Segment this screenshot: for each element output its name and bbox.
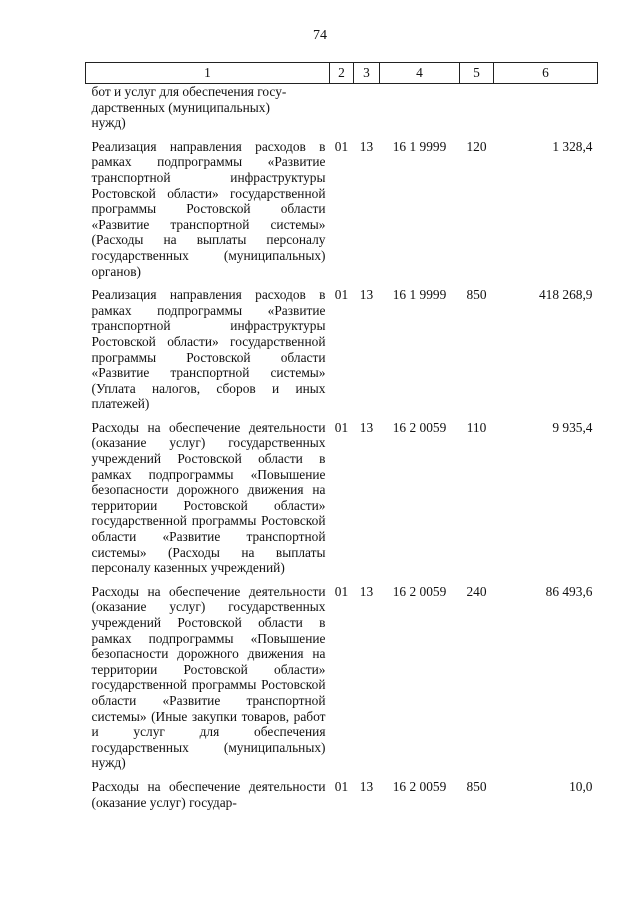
row-amount: 418 268,9 <box>538 287 593 303</box>
column-header-6: 6 <box>494 63 598 84</box>
row-expense-type: 850 <box>466 778 487 794</box>
table-header-row <box>86 63 598 84</box>
row-amount: 1 328,4 <box>552 138 593 154</box>
row-section: 01 <box>334 138 349 154</box>
row-target-article: 16 2 0059 <box>392 419 447 435</box>
row-target-article <box>380 84 460 131</box>
row-subsection: 13 <box>359 419 374 435</box>
row-amount: 86 493,6 <box>545 583 593 599</box>
row-target-article: 16 1 9999 <box>392 138 447 154</box>
table-row <box>86 84 598 131</box>
row-target-article: 16 1 9999 <box>392 287 447 303</box>
row-section: 01 <box>334 583 349 599</box>
column-header-1: 1 <box>86 63 330 84</box>
row-description: бот и услуг для обеспечения госу- дарственных (муниципальных) нужд) <box>91 84 287 131</box>
row-subsection: 13 <box>359 138 374 154</box>
row-subsection: 13 <box>359 287 374 303</box>
row-description: Расходы на обеспечение деятельности (оказание услуг) государственных учреждений Ростовской области в рамках подпрограммы «Повышение безопасности дорожного движения на территории Ростовской области» государственной программы Ростовской области «Развитие транспортной системы» (Иные закупки товаров, работ и услуг для обеспечения государственных (муниципальных) нужд) <box>91 583 326 771</box>
column-header-5: 5 <box>460 63 494 84</box>
table-row <box>86 279 598 412</box>
row-expense-type: 110 <box>466 419 487 435</box>
row-amount <box>494 84 598 131</box>
row-subsection: 13 <box>359 778 374 794</box>
row-section: 01 <box>334 778 349 794</box>
row-target-article: 16 2 0059 <box>392 583 447 599</box>
table-row <box>86 576 598 771</box>
column-header-4: 4 <box>380 63 460 84</box>
row-subsection <box>354 84 380 131</box>
row-expense-type: 120 <box>466 138 487 154</box>
column-header-2: 2 <box>330 63 354 84</box>
row-expense-type: 850 <box>466 287 487 303</box>
row-section <box>330 84 354 131</box>
row-target-article: 16 2 0059 <box>392 778 447 794</box>
row-expense-type <box>460 84 494 131</box>
row-section: 01 <box>334 419 349 435</box>
row-section: 01 <box>334 287 349 303</box>
row-expense-type: 240 <box>466 583 487 599</box>
row-description: Расходы на обеспечение деятельности (оказание услуг) государственных учреждений Ростовской области в рамках подпрограммы «Повышение безопасности дорожного движения на территории Ростовской области» государственной программы Ростовской области «Развитие транспортной системы» (Расходы на выплаты персоналу казенных учреждений) <box>91 419 326 576</box>
row-description: Расходы на обеспечение деятельности (оказание услуг) государ- <box>91 778 326 810</box>
row-description: Реализация направления расходов в рамках подпрограммы «Развитие транспортной инфраструктуры Ростовской области» государственной программы Ростовской области «Развитие транспортной системы» (Уплата налогов, сборов и иных платежей) <box>91 287 326 412</box>
row-description: Реализация направления расходов в рамках подпрограммы «Развитие транспортной инфраструктуры Ростовской области» государственной программы Ростовской области «Развитие транспортной системы» (Расходы на выплаты персоналу государственных (муниципальных) органов) <box>91 138 326 279</box>
page-number: 74 <box>313 28 327 43</box>
row-subsection: 13 <box>359 583 374 599</box>
budget-table <box>85 62 598 810</box>
table-row <box>86 131 598 279</box>
row-amount: 10,0 <box>569 778 593 794</box>
table-row <box>86 412 598 576</box>
table-row <box>86 771 598 810</box>
row-amount: 9 935,4 <box>552 419 593 435</box>
column-header-3: 3 <box>354 63 380 84</box>
